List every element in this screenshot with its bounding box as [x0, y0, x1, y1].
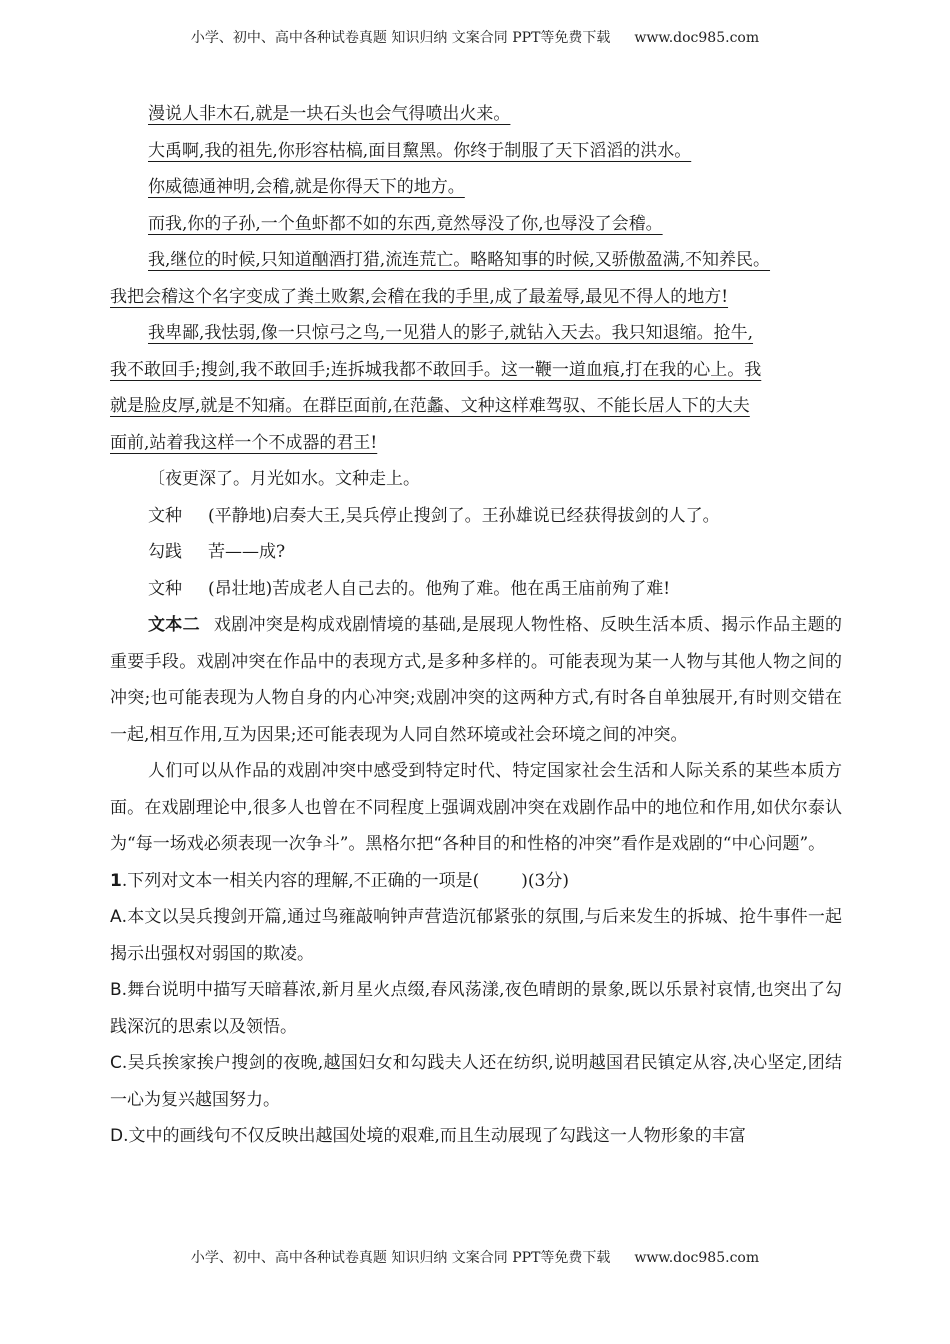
option-a: A.本文以吴兵搜剑开篇,通过鸟雍敲响钟声营造沉郁紧张的氛围,与后来发生的拆城、抢牛事件一起揭示出强权对弱国的欺凌。: [110, 907, 842, 964]
text1-line-8: 我不敢回手;搜剑,我不敢回手;连拆城我都不敢回手。这一鞭一道血痕,打在我的心上。我: [110, 359, 762, 380]
text1-line-10: 面前,站着我这样一个不成器的君王!: [110, 432, 378, 453]
speaker-name: 文种: [148, 578, 182, 599]
text1-line-6: 我把会稽这个名字变成了粪土败絮,会稽在我的手里,成了最羞辱,最见不得人的地方!: [110, 286, 729, 307]
dialogue-line: [110, 498, 842, 535]
header-text: 小学、初中、高中各种试卷真题 知识归纳 文案合同 PPT等免费下载: [190, 30, 611, 46]
text1-line-9: 就是脸皮厚,就是不知痛。在群臣面前,在范蠡、文种这样难驾驭、不能长居人下的大夫: [110, 396, 750, 416]
option-d: D.文中的画线句不仅反映出越国处境的艰难,而且生动展现了勾践这一人物形象的丰富: [110, 1126, 746, 1146]
text1-line-3: 你威德通神明,会稽,就是你得天下的地方。: [148, 177, 465, 197]
footer-text: 小学、初中、高中各种试卷真题 知识归纳 文案合同 PPT等免费下载: [190, 1250, 611, 1266]
header-site-link[interactable]: www.doc985.com: [634, 30, 760, 46]
text1-line-5: 我,继位的时候,只知道酗酒打猎,流连荒亡。略略知事的时候,又骄傲盈满,不知养民。: [148, 250, 771, 270]
text1-line-1: 漫说人非木石,就是一块石头也会气得喷出火来。: [148, 104, 511, 124]
footer-site-link[interactable]: www.doc985.com: [634, 1250, 760, 1266]
speaker-name: 勾践: [148, 542, 182, 562]
text2-label: 文本二: [148, 615, 200, 635]
dialogue-text: 苦——成?: [208, 542, 286, 562]
text2-paragraph-1: 文本二 戏剧冲突是构成戏剧情境的基础,是展现人物性格、反映生活本质、揭示作品主题的重要手段。戏剧冲突在作品中的表现方式,是多种多样的。可能表现为某一人物与其他人物之间的冲突;也可能表现为人物自身的内心冲突;戏剧冲突的这两种方式,有时各自单独展开,有时则交错在一起,相互作用,互为因果;还可能表现为人同自然环境或社会环境之间的冲突。: [110, 615, 843, 745]
dialogue-text: (平静地)启奏大王,吴兵停止搜剑了。王孙雄说已经获得拔剑的人了。: [208, 505, 720, 526]
text1-line-2: 大禹啊,我的祖先,你形容枯槁,面目黧黑。你终于制服了天下滔滔的洪水。: [148, 140, 692, 161]
dialogue-line: [110, 571, 842, 608]
speaker-name: 文种: [148, 505, 182, 526]
text1-line-7: 我卑鄙,我怯弱,像一只惊弓之鸟,一见猎人的影子,就钻入天去。我只知退缩。抢牛,: [148, 323, 754, 343]
question-stem: 1.下列对文本一相关内容的理解,不正确的一项是( )(3分): [110, 870, 570, 891]
document-body: [110, 96, 842, 1155]
text2-paragraph-2: 人们可以从作品的戏剧冲突中感受到特定时代、特定国家社会生活和人际关系的某些本质方面。在戏剧理论中,很多人也曾在不同程度上强调戏剧冲突在戏剧作品中的地位和作用,如伏尔泰认为“每一场戏必须表现一次争斗”。黑格尔把“各种目的和性格的冲突”看作是戏剧的“中心问题”。: [110, 761, 842, 854]
question-number: 1: [110, 870, 122, 891]
text1-line-4: 而我,你的子孙,一个鱼虾都不如的东西,竟然辱没了你,也辱没了会稽。: [148, 213, 663, 234]
option-c: C.吴兵挨家挨户搜剑的夜晚,越国妇女和勾践夫人还在纺织,说明越国君民镇定从容,决心坚定,团结一心为复兴越国努力。: [110, 1053, 842, 1110]
page-header: [0, 27, 950, 47]
option-b: B.舞台说明中描写天暗暮浓,新月星火点缀,春风荡漾,夜色晴朗的景象,既以乐景衬哀情,也突出了勾践深沉的思索以及领悟。: [110, 980, 842, 1037]
dialogue-line: [110, 534, 842, 571]
dialogue-text: (昂壮地)苦成老人自己去的。他殉了难。他在禹王庙前殉了难!: [208, 578, 671, 599]
page-footer: [0, 1247, 950, 1267]
stage-direction: 〔夜更深了。月光如水。文种走上。: [148, 469, 420, 489]
